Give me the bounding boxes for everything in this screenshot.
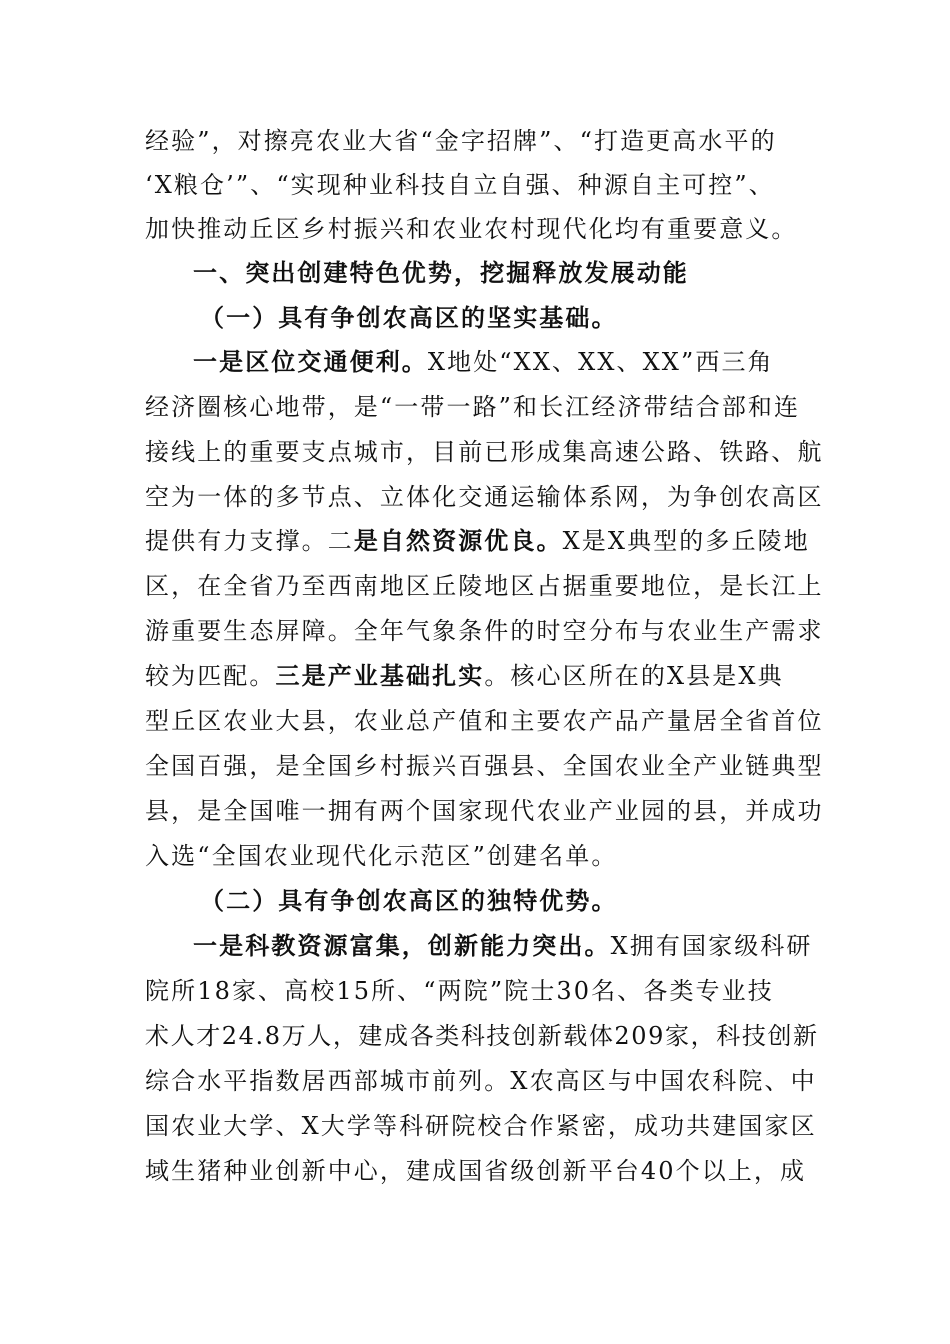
paragraph-line: 院所18家、高校15所、“两院”院士30名、各类专业技 [145,977,774,1005]
section-heading: 一、突出创建特色优势，挖掘释放发展动能 [193,258,689,287]
paragraph-line: 型丘区农业大县，农业总产值和主要农产品产量居全省首位 [145,707,824,735]
line-text: X拥有国家级科研 [610,932,813,960]
paragraph-line: 术人才24.8万人，建成各类科技创新载体209家，科技创新 [145,1022,819,1050]
paragraph-line: 全国百强，是全国乡村振兴百强县、全国农业全产业链典型 [145,752,824,780]
paragraph-line [193,924,813,968]
line-text: 提供有力支撑。二 [145,527,354,555]
paragraph-line [193,340,774,384]
paragraph-line [145,654,784,698]
subsection-heading: （二）具有争创农高区的独特优势。 [200,886,618,915]
paragraph-line: 经验”，对擦亮农业大省“金字招牌”、“打造更高水平的 [145,127,777,155]
paragraph-line: 国农业大学、X大学等科研院校合作紧密，成功共建国家区 [145,1112,817,1140]
line-text: 较为匹配。 [145,662,276,690]
bold-lead: 三是产业基础扎实 [275,661,485,690]
bold-lead: 是自然资源优良。 [353,526,563,555]
paragraph-line: 经济圈核心地带，是“一带一路”和长江经济带结合部和连 [145,393,801,421]
paragraph-line: 游重要生态屏障。全年气象条件的时空分布与农业生产需求 [145,617,824,645]
paragraph-line: 域生猪种业创新中心，建成国省级创新平台40个以上，成 [145,1157,807,1185]
paragraph-line: 空为一体的多节点、立体化交通运输体系网，为争创农高区 [145,483,824,511]
paragraph-line: 综合水平指数居西部城市前列。X农高区与中国农科院、中 [145,1067,817,1095]
bold-lead: 一是区位交通便利。 [193,347,428,376]
paragraph-line: 入选“全国农业现代化示范区”创建名单。 [145,842,618,870]
paragraph-line: 区，在全省乃至西南地区丘陵地区占据重要地位，是长江上 [145,572,824,600]
line-text: 。核心区所在的X县是X典 [484,662,784,690]
line-text: X地处“XX、XX、XX”西三角 [427,348,774,376]
subsection-heading: （一）具有争创农高区的坚实基础。 [200,303,618,332]
paragraph-line: 加快推动丘区乡村振兴和农业农村现代化均有重要意义。 [145,215,798,243]
paragraph-line: ‘X粮仓’”、“实现种业科技自立自强、种源自主可控”、 [145,171,775,199]
paragraph-line: 县，是全国唯一拥有两个国家现代农业产业园的县，并成功 [145,797,824,825]
paragraph-line: 接线上的重要支点城市，目前已形成集高速公路、铁路、航 [145,438,824,466]
bold-lead: 一是科教资源富集，创新能力突出。 [193,931,611,960]
line-text: X是X典型的多丘陵地 [562,527,810,555]
paragraph-line [145,519,810,563]
